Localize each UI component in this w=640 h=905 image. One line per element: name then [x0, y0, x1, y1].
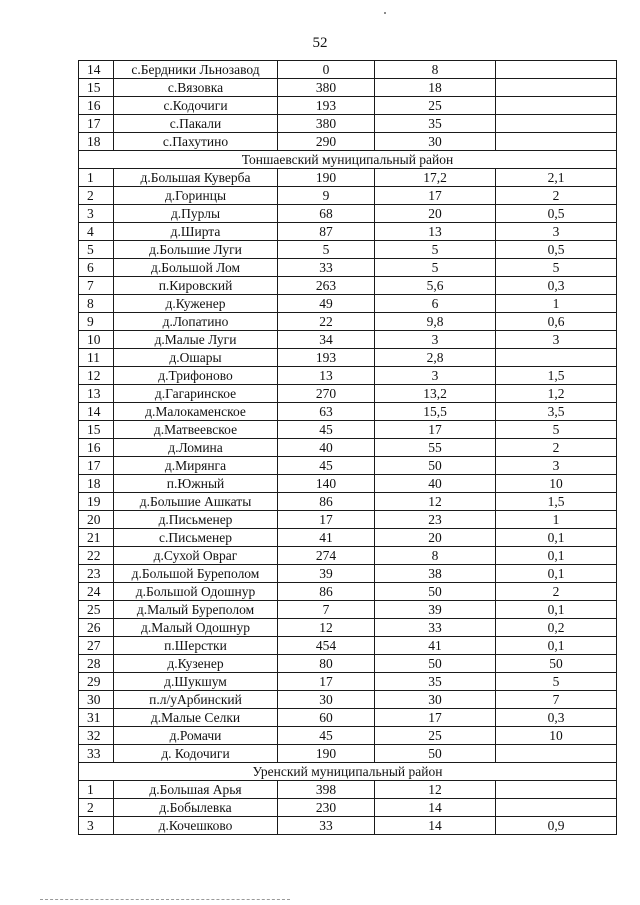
page-number: 52	[312, 35, 328, 51]
table-row	[79, 277, 617, 295]
value-col-3: 0,2	[496, 619, 617, 637]
table-row	[79, 223, 617, 241]
district-header-row	[79, 151, 617, 169]
value-col-3: 5	[496, 673, 617, 691]
row-number: 11	[79, 349, 114, 367]
settlement-name: д. Кодочиги	[114, 745, 278, 763]
row-number: 2	[79, 187, 114, 205]
table-row	[79, 367, 617, 385]
table-row	[79, 709, 617, 727]
table-row	[79, 475, 617, 493]
value-col-2: 14	[375, 817, 496, 835]
settlement-name: с.Пакали	[114, 115, 278, 133]
value-col-3: 3,5	[496, 403, 617, 421]
value-col-2: 5,6	[375, 277, 496, 295]
settlement-name: д.Гагаринское	[114, 385, 278, 403]
value-col-1: 398	[278, 781, 375, 799]
value-col-1: 17	[278, 673, 375, 691]
settlement-name: д.Большие Луги	[114, 241, 278, 259]
settlement-name: д.Ромачи	[114, 727, 278, 745]
value-col-1: 87	[278, 223, 375, 241]
value-col-3: 1	[496, 295, 617, 313]
table-row	[79, 331, 617, 349]
value-col-1: 49	[278, 295, 375, 313]
value-col-1: 380	[278, 79, 375, 97]
value-col-2: 13	[375, 223, 496, 241]
value-col-1: 60	[278, 709, 375, 727]
value-col-2: 30	[375, 133, 496, 151]
value-col-2: 35	[375, 115, 496, 133]
row-number: 25	[79, 601, 114, 619]
row-number: 16	[79, 439, 114, 457]
settlement-name: д.Письменер	[114, 511, 278, 529]
settlement-name: д.Большой Лом	[114, 259, 278, 277]
table-row	[79, 817, 617, 835]
value-col-2: 17	[375, 187, 496, 205]
value-col-1: 80	[278, 655, 375, 673]
value-col-2: 20	[375, 529, 496, 547]
value-col-1: 9	[278, 187, 375, 205]
table-row	[79, 403, 617, 421]
row-number: 8	[79, 295, 114, 313]
row-number: 12	[79, 367, 114, 385]
value-col-1: 45	[278, 727, 375, 745]
value-col-1: 193	[278, 97, 375, 115]
value-col-3: 50	[496, 655, 617, 673]
value-col-3: 0,1	[496, 565, 617, 583]
settlement-name: д.Большие Ашкаты	[114, 493, 278, 511]
value-col-2: 17,2	[375, 169, 496, 187]
settlement-name: д.Ширта	[114, 223, 278, 241]
settlement-name: с.Бердники Льнозавод	[114, 61, 278, 79]
row-number: 14	[79, 403, 114, 421]
value-col-1: 68	[278, 205, 375, 223]
value-col-1: 140	[278, 475, 375, 493]
value-col-2: 38	[375, 565, 496, 583]
value-col-2: 50	[375, 655, 496, 673]
value-col-1: 230	[278, 799, 375, 817]
value-col-1: 5	[278, 241, 375, 259]
value-col-2: 12	[375, 493, 496, 511]
value-col-1: 30	[278, 691, 375, 709]
value-col-2: 2,8	[375, 349, 496, 367]
district-title: Тоншаевский муниципальный район	[79, 151, 617, 169]
value-col-3: 10	[496, 727, 617, 745]
scan-speck	[384, 12, 386, 14]
value-col-3: 1,5	[496, 367, 617, 385]
value-col-3: 0,1	[496, 601, 617, 619]
row-number: 26	[79, 619, 114, 637]
settlement-name: д.Малый Одошнур	[114, 619, 278, 637]
value-col-3: 0,5	[496, 205, 617, 223]
value-col-3: 1,2	[496, 385, 617, 403]
settlement-name: д.Большая Арья	[114, 781, 278, 799]
settlement-name: д.Шукшум	[114, 673, 278, 691]
row-number: 9	[79, 313, 114, 331]
value-col-3	[496, 97, 617, 115]
row-number: 22	[79, 547, 114, 565]
row-number: 14	[79, 61, 114, 79]
settlement-name: д.Малые Селки	[114, 709, 278, 727]
row-number: 3	[79, 817, 114, 835]
row-number: 32	[79, 727, 114, 745]
value-col-3: 3	[496, 223, 617, 241]
table-row	[79, 727, 617, 745]
table-row	[79, 79, 617, 97]
settlement-name: д.Сухой Овраг	[114, 547, 278, 565]
value-col-1: 33	[278, 817, 375, 835]
row-number: 17	[79, 457, 114, 475]
value-col-1: 193	[278, 349, 375, 367]
settlement-name: п.Шерстки	[114, 637, 278, 655]
value-col-3	[496, 133, 617, 151]
value-col-2: 13,2	[375, 385, 496, 403]
settlement-name: п.Южный	[114, 475, 278, 493]
value-col-2: 5	[375, 241, 496, 259]
settlement-name: д.Кочешково	[114, 817, 278, 835]
row-number: 1	[79, 781, 114, 799]
value-col-1: 263	[278, 277, 375, 295]
row-number: 18	[79, 475, 114, 493]
value-col-2: 9,8	[375, 313, 496, 331]
row-number: 1	[79, 169, 114, 187]
row-number: 15	[79, 79, 114, 97]
table-row	[79, 439, 617, 457]
value-col-2: 23	[375, 511, 496, 529]
settlement-name: д.Пурлы	[114, 205, 278, 223]
row-number: 13	[79, 385, 114, 403]
value-col-3: 7	[496, 691, 617, 709]
settlement-name: д.Лопатино	[114, 313, 278, 331]
value-col-1: 45	[278, 457, 375, 475]
row-number: 4	[79, 223, 114, 241]
value-col-3: 0,1	[496, 529, 617, 547]
table-row	[79, 637, 617, 655]
table-row	[79, 511, 617, 529]
value-col-3	[496, 61, 617, 79]
table-row	[79, 619, 617, 637]
settlement-name: д.Малый Буреполом	[114, 601, 278, 619]
value-col-3: 0,9	[496, 817, 617, 835]
value-col-2: 17	[375, 709, 496, 727]
row-number: 20	[79, 511, 114, 529]
table-row	[79, 61, 617, 79]
settlement-name: д.Большой Буреполом	[114, 565, 278, 583]
row-number: 29	[79, 673, 114, 691]
value-col-2: 3	[375, 331, 496, 349]
row-number: 30	[79, 691, 114, 709]
value-col-1: 454	[278, 637, 375, 655]
row-number: 31	[79, 709, 114, 727]
row-number: 15	[79, 421, 114, 439]
row-number: 16	[79, 97, 114, 115]
value-col-3: 5	[496, 421, 617, 439]
settlement-name: д.Большая Куверба	[114, 169, 278, 187]
settlement-name: с.Пахутино	[114, 133, 278, 151]
row-number: 7	[79, 277, 114, 295]
value-col-3: 0,1	[496, 637, 617, 655]
value-col-2: 50	[375, 457, 496, 475]
value-col-3	[496, 799, 617, 817]
table-row	[79, 691, 617, 709]
table-row	[79, 547, 617, 565]
row-number: 2	[79, 799, 114, 817]
row-number: 10	[79, 331, 114, 349]
table-row	[79, 187, 617, 205]
value-col-3: 2	[496, 187, 617, 205]
settlement-name: д.Кузенер	[114, 655, 278, 673]
value-col-3: 0,3	[496, 277, 617, 295]
table-row	[79, 169, 617, 187]
settlement-name: с.Письменер	[114, 529, 278, 547]
table-row	[79, 133, 617, 151]
value-col-3: 2,1	[496, 169, 617, 187]
settlement-name: п.л/уАрбинский	[114, 691, 278, 709]
table-row	[79, 799, 617, 817]
settlement-name: д.Мирянга	[114, 457, 278, 475]
value-col-1: 63	[278, 403, 375, 421]
value-col-1: 190	[278, 169, 375, 187]
table-row	[79, 529, 617, 547]
district-header-row	[79, 763, 617, 781]
value-col-1: 270	[278, 385, 375, 403]
row-number: 3	[79, 205, 114, 223]
value-col-2: 18	[375, 79, 496, 97]
value-col-2: 39	[375, 601, 496, 619]
value-col-3: 10	[496, 475, 617, 493]
settlement-name: д.Трифоново	[114, 367, 278, 385]
value-col-3: 2	[496, 439, 617, 457]
value-col-3: 0,1	[496, 547, 617, 565]
table-row	[79, 295, 617, 313]
value-col-2: 30	[375, 691, 496, 709]
table-row	[79, 115, 617, 133]
value-col-2: 35	[375, 673, 496, 691]
value-col-1: 33	[278, 259, 375, 277]
value-col-1: 41	[278, 529, 375, 547]
value-col-1: 39	[278, 565, 375, 583]
settlements-table-container	[78, 60, 616, 835]
value-col-1: 290	[278, 133, 375, 151]
value-col-3: 3	[496, 331, 617, 349]
settlement-name: д.Малокаменское	[114, 403, 278, 421]
settlement-name: д.Горинцы	[114, 187, 278, 205]
value-col-1: 45	[278, 421, 375, 439]
row-number: 33	[79, 745, 114, 763]
value-col-2: 15,5	[375, 403, 496, 421]
settlement-name: д.Большой Одошнур	[114, 583, 278, 601]
value-col-2: 3	[375, 367, 496, 385]
value-col-2: 50	[375, 745, 496, 763]
row-number: 23	[79, 565, 114, 583]
value-col-2: 20	[375, 205, 496, 223]
value-col-1: 380	[278, 115, 375, 133]
settlement-name: д.Бобылевка	[114, 799, 278, 817]
value-col-1: 7	[278, 601, 375, 619]
row-number: 21	[79, 529, 114, 547]
table-row	[79, 97, 617, 115]
table-row	[79, 421, 617, 439]
row-number: 18	[79, 133, 114, 151]
value-col-2: 12	[375, 781, 496, 799]
settlement-name: п.Кировский	[114, 277, 278, 295]
table-row	[79, 205, 617, 223]
value-col-1: 274	[278, 547, 375, 565]
table-row	[79, 673, 617, 691]
table-row	[79, 781, 617, 799]
value-col-3	[496, 745, 617, 763]
value-col-3	[496, 349, 617, 367]
settlement-name: с.Кодочиги	[114, 97, 278, 115]
value-col-3: 1	[496, 511, 617, 529]
value-col-3: 0,3	[496, 709, 617, 727]
value-col-3: 1,5	[496, 493, 617, 511]
settlement-name: д.Матвеевское	[114, 421, 278, 439]
value-col-2: 5	[375, 259, 496, 277]
table-row	[79, 655, 617, 673]
value-col-2: 14	[375, 799, 496, 817]
table-row	[79, 565, 617, 583]
row-number: 27	[79, 637, 114, 655]
value-col-1: 40	[278, 439, 375, 457]
value-col-3	[496, 115, 617, 133]
settlement-name: д.Куженер	[114, 295, 278, 313]
value-col-3: 3	[496, 457, 617, 475]
value-col-2: 33	[375, 619, 496, 637]
value-col-1: 86	[278, 583, 375, 601]
value-col-3: 5	[496, 259, 617, 277]
value-col-2: 41	[375, 637, 496, 655]
value-col-2: 25	[375, 727, 496, 745]
table-row	[79, 457, 617, 475]
table-row	[79, 313, 617, 331]
value-col-1: 17	[278, 511, 375, 529]
row-number: 17	[79, 115, 114, 133]
table-row	[79, 745, 617, 763]
value-col-3	[496, 79, 617, 97]
value-col-1: 0	[278, 61, 375, 79]
value-col-2: 6	[375, 295, 496, 313]
value-col-2: 40	[375, 475, 496, 493]
settlement-name: д.Ломина	[114, 439, 278, 457]
value-col-2: 8	[375, 61, 496, 79]
table-row	[79, 583, 617, 601]
value-col-3: 2	[496, 583, 617, 601]
value-col-1: 13	[278, 367, 375, 385]
value-col-2: 50	[375, 583, 496, 601]
settlement-name: д.Малые Луги	[114, 331, 278, 349]
table-body	[79, 61, 617, 835]
scan-bottom-edge	[40, 899, 290, 900]
row-number: 5	[79, 241, 114, 259]
value-col-1: 22	[278, 313, 375, 331]
value-col-2: 8	[375, 547, 496, 565]
settlements-table	[78, 60, 617, 835]
value-col-1: 86	[278, 493, 375, 511]
value-col-2: 25	[375, 97, 496, 115]
row-number: 19	[79, 493, 114, 511]
settlement-name: с.Вязовка	[114, 79, 278, 97]
value-col-1: 12	[278, 619, 375, 637]
table-row	[79, 349, 617, 367]
value-col-3	[496, 781, 617, 799]
value-col-2: 55	[375, 439, 496, 457]
table-row	[79, 385, 617, 403]
table-row	[79, 259, 617, 277]
settlement-name: д.Ошары	[114, 349, 278, 367]
table-row	[79, 601, 617, 619]
value-col-3: 0,6	[496, 313, 617, 331]
value-col-1: 34	[278, 331, 375, 349]
district-title: Уренский муниципальный район	[79, 763, 617, 781]
value-col-1: 190	[278, 745, 375, 763]
row-number: 28	[79, 655, 114, 673]
row-number: 24	[79, 583, 114, 601]
value-col-3: 0,5	[496, 241, 617, 259]
table-row	[79, 493, 617, 511]
value-col-2: 17	[375, 421, 496, 439]
table-row	[79, 241, 617, 259]
row-number: 6	[79, 259, 114, 277]
